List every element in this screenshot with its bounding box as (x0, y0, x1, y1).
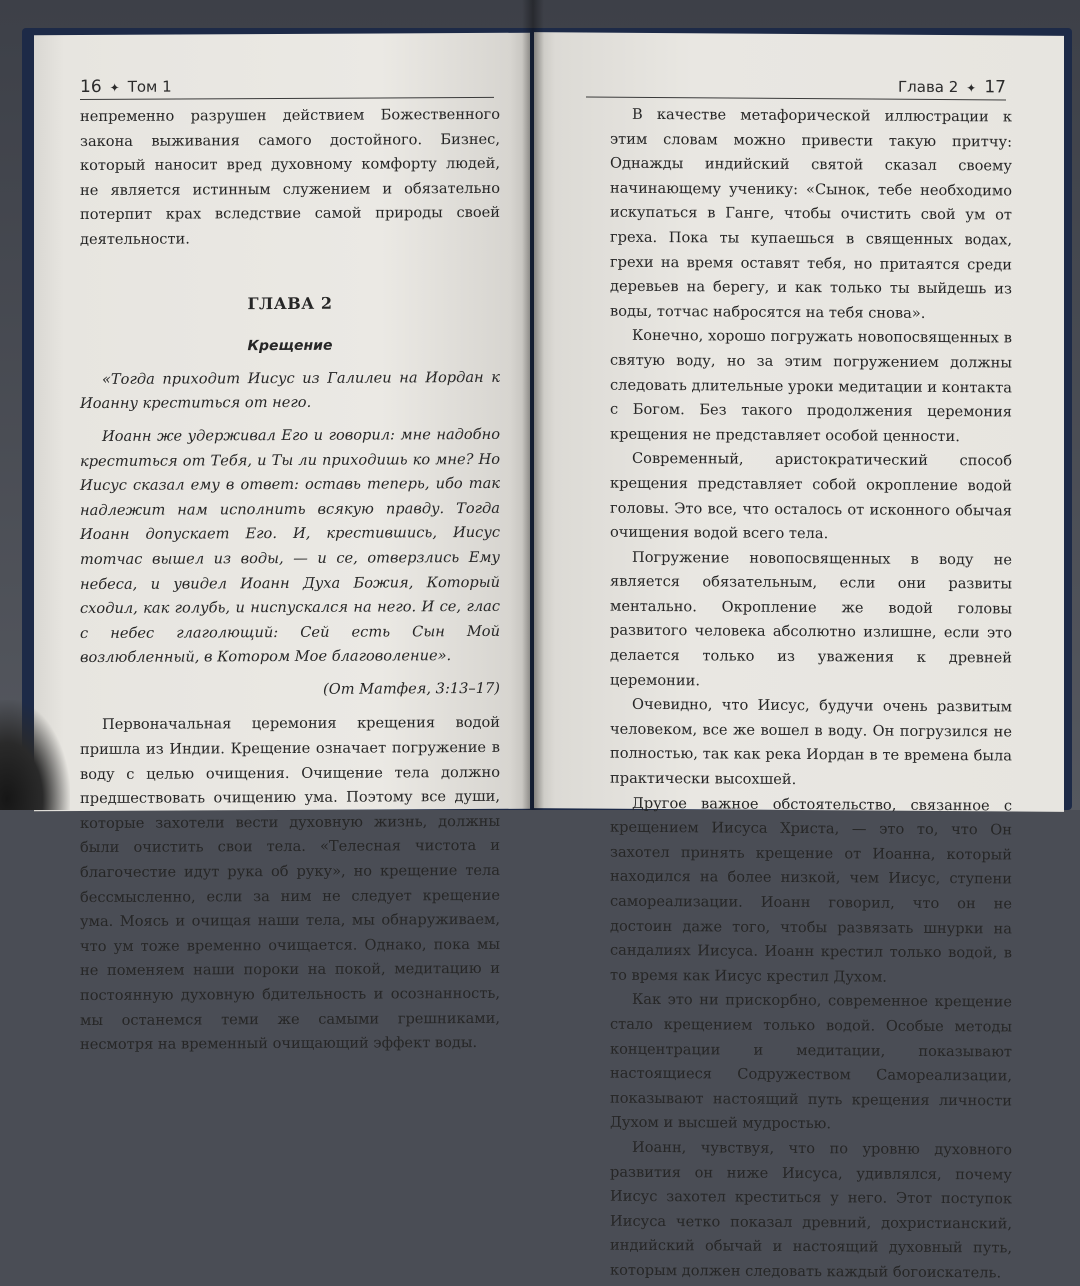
left-running-title: Том 1 (127, 77, 172, 96)
right-header-rule (586, 97, 1006, 101)
paragraph: Как это ни прискорбно, современное крещение стало крещением только водой. Особые методы концентрации и медитации, показывают настоящиеся Содружеством Самореализации, показывают настоящий путь крещения личности Духом и высшей мудростью. (610, 991, 1012, 1133)
left-page-text (80, 103, 500, 1058)
dark-object-corner (0, 700, 70, 810)
paragraph: Современный, аристократический способ крещения представляет собой окропление водой головы. Это все, что осталось от исконного обычая очищения водой всего тела. (610, 450, 1012, 543)
left-page (34, 33, 530, 1054)
paragraph: непременно разрушен действием Божественного закона выживания самого достойного. Бизнес, который наносит вред духовному комфорту людей, не является истинным служением и обязательно потерпит крах вследствие самой природы своей деятельности. (80, 105, 500, 249)
book-gutter-shadow (522, 0, 544, 810)
left-running-head (80, 77, 172, 97)
scripture-quote: Иоанн же удерживал Его и говорил: мне надобно креститься от Тебя, и Ты ли приходишь ко мне? Но Иисус сказал ему в ответ: оставь теперь, ибо так надлежит нам исполнить всякую правду. Тогда Иоанн допускает Его. И, крестившись, Иисус тотчас вышел из воды, — и се, отверзлись Ему небеса, и увидел Иоанн Духа Божия, Который сходил, как голубь, и ниспускался на него. И се, глас с небес глаголющий: Сей есть Сын Мой возлюбленный, в Котором Мое благоволение». (80, 425, 500, 667)
star-ornament-icon: ✦ (109, 80, 120, 95)
star-ornament-icon: ✦ (966, 81, 977, 96)
right-page-number: 17 (984, 77, 1006, 98)
scripture-citation: (От Матфея, 3:13–17) (323, 679, 500, 698)
paragraph: Иоанн, чувствуя, что по уровню духовного развития он ниже Иисуса, удивлялся, почему Иисус захотел креститься у него. Этот поступок Иисуса четко показал древний, дохристианский, индийский обычай и настоящий духовный путь, которым должен следовать каждый богоискатель. (610, 1138, 1012, 1282)
chapter-title: ГЛАВА 2 (247, 293, 333, 313)
paragraph: Другое важное обстоятельство, связанное с крещением Иисуса Христа, — это то, что Он захотел принять крещение от Иоанна, который находился на более низкой, чем Иисус, ступени самореализации. Иоанн говорил, что он не достоин даже того, чтобы развязать шнурки на сандалиях Иисуса. Иоанн крестил только водой, в то время как Иисус крестил Духом. (610, 794, 1012, 986)
section-title: Крещение (247, 337, 333, 355)
paragraph: В качестве метафорической иллюстрации к этим словам можно привести такую притчу: Однажды индийский святой сказал своему начинающему ученику: «Сынок, тебе необходимо искупаться в Ганге, чтобы очистить свой ум от греха. Пока ты купаешься в священных водах, грехи на время оставят тебя, но притаятся среди деревьев на берегу, и как только ты выйдешь из воды, тотчас набросятся на тебя снова». (610, 105, 1012, 322)
right-running-head (898, 77, 1006, 98)
left-header-rule (80, 97, 494, 100)
left-page-number: 16 (80, 76, 102, 98)
right-running-title: Глава 2 (898, 77, 959, 97)
right-page-text (610, 103, 1012, 1286)
paragraph: Конечно, хорошо погружать новопосвященных в святую воду, но за этим погружением должны следовать длительные уроки медитации и контакта с Богом. Без такого продолжения церемония крещения не представляет особой ценности. (610, 327, 1012, 445)
right-page (534, 32, 1064, 1282)
paragraph: Очевидно, что Иисус, будучи очень развитым человеком, все же вошел в воду. Он погрузился не полностью, так как река Иордан в те времена была практически высохшей. (610, 696, 1012, 789)
paragraph: Первоначальная церемония крещения водой пришла из Индии. Крещение означает погружение в воду с целью очищения. Очищение тела должно предшествовать очищению ума. Поэтому все души, которые захотели вести духовную жизнь, должны были очистить свои тела. «Телесная чистота и благочестие идут рука об руку», но крещение тела бессмысленно, если за ним не следует крещение ума. Моясь и очищая наши тела, мы обнаруживаем, что ум тоже временно очищается. Однако, пока мы не поменяем наши пороки на покой, медитацию и постоянную духовную бдительность и осознанность, мы останемся теми же самыми грешниками, несмотря на временный очищающий эффект воды. (80, 714, 500, 1054)
scripture-quote: «Тогда приходит Иисус из Галилеи на Иордан к Иоанну креститься от него. (80, 368, 500, 413)
paragraph: Погружение новопосвященных в воду не является обязательным, если они развиты ментально. Окропление же водой головы развитого человека абсолютно излишне, если это делается только из уважения к древней церемонии. (610, 548, 1012, 689)
